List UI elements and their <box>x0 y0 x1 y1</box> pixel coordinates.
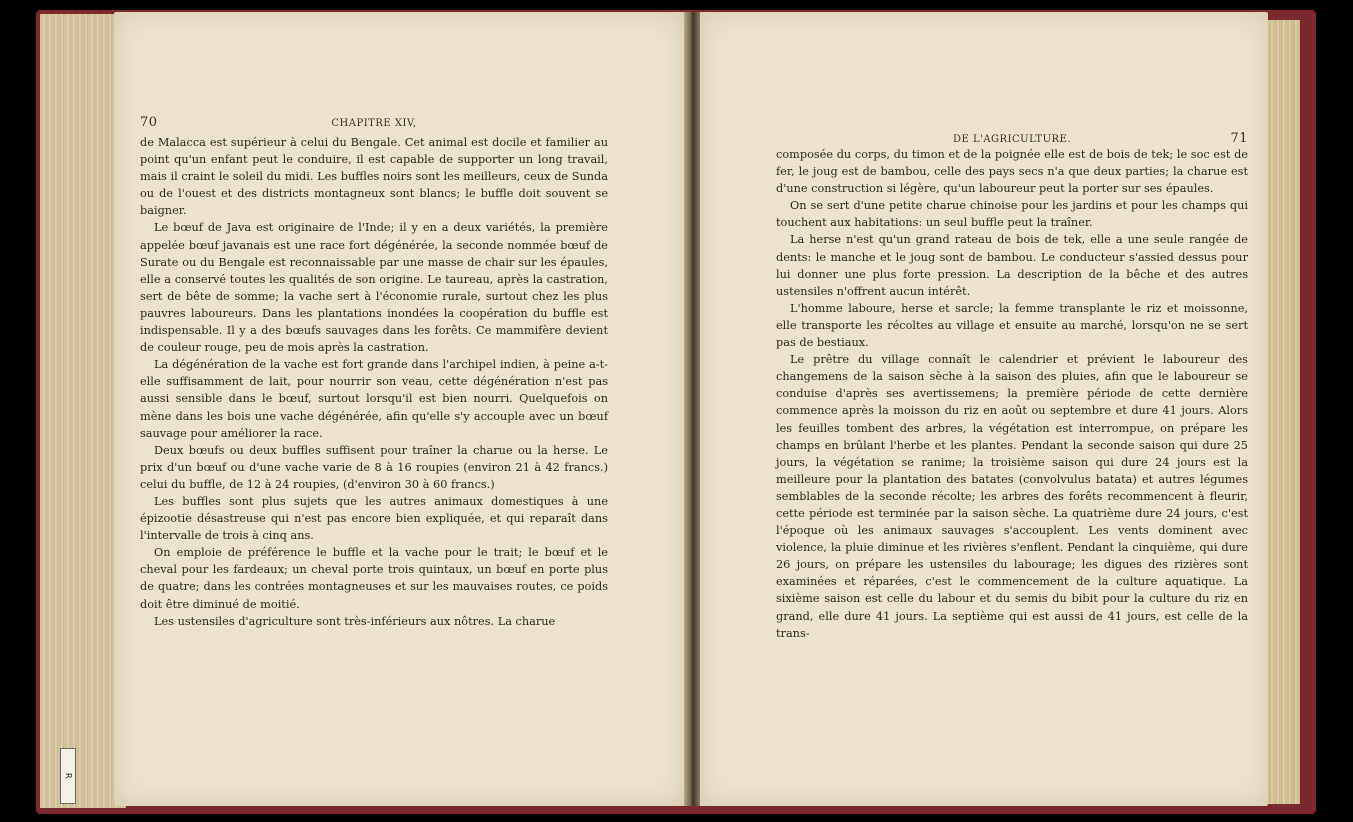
paragraph: Le bœuf de Java est originaire de l'Inde; il y en a deux variétés, la première appelée bœuf javanais est une race fort dégénérée, la seconde nommée bœuf de Surate ou du Bengale est reconnaissable par une masse de chair sur les épaules, elle a conservé toutes les qualités de son origine. Le taureau, après la castration, sert de bête de somme; la vache sert à l'économie rurale, surtout chez les plus pauvres laboureurs. Dans les plantations inondées la coopération du buffle est indispensable. Il y a des bœufs sauvages dans les forêts. Ce mammifère devient de couleur rouge, peu de mois après la castration. <box>140 221 608 355</box>
left-running-head: CHAPITRE XIV, <box>331 118 417 129</box>
right-page-text <box>776 146 1248 642</box>
paragraph: L'homme laboure, herse et sarcle; la femme transplante le riz et moissonne, elle transporte les récoltes au village et ensuite au marché, lorsqu'on ne se sert pas de bestiaux. <box>776 301 1248 350</box>
right-running-head: DE L'AGRICULTURE. <box>952 134 1072 145</box>
paragraph: composée du corps, du timon et de la poignée elle est de bois de tek; le soc est de fer, le joug est de bambou, celle des pays secs n'a que deux parties; la charue est d'une construction si légère, qu'un laboureur peut la porter sur ses épaules. <box>776 148 1248 196</box>
left-page-header <box>140 115 608 134</box>
paragraph: Les ustensiles d'agriculture sont très-inférieurs aux nôtres. La charue <box>154 614 556 628</box>
paragraph: Le prêtre du village connaît le calendrier et prévient le laboureur des changemens de la saison sèche à la saison des pluies, afin que le laboureur se conduise d'après ses avertissemens; la première période de cette dernière commence après la moisson du riz en août ou septembre et dure 41 jours. Alors les feuilles tombent des arbres, la végétation est interrompue, on prépare les champs en brûlant l'herbe et les plantes. Pendant la seconde saison qui dure 25 jours, la végétation se ranime; la troisième saison qui dure 24 jours est la meilleure pour la plantation des batates (convolvulus batata) et autres légumes semblables de la seconde récolte; les arbres des forêts recommencent à fleurir, cette période est terminée par la saison sèche. La quatrième dure 24 jours, c'est l'époque où les animaux sauvages s'accouplent. Les vents dominent avec violence, la pluie diminue et les rivières s'enflent. Pendant la cinquième, qui dure 26 jours, on prépare les ustensiles du labourage; les digues des rizières sont examinées et réparées, c'est le commencement de la culture aquatique. La sixième saison est celle du labour et du semis du bibit pour la culture du riz en grand, elle dure 41 jours. La septième qui est aussi de 41 jours, est celle de la trans- <box>776 353 1248 640</box>
left-page-text <box>140 134 608 630</box>
paragraph: Les buffles sont plus sujets que les autres animaux domestiques à une épizootie désastreuse qui n'est pas encore bien expliquée, et qui reparaît dans l'intervalle de trois à cinq ans. <box>140 494 608 543</box>
paragraph: On se sert d'une petite charue chinoise pour les jardins et pour les champs qui touchent aux habitations: un seul buffle peut la traîner. <box>776 199 1248 230</box>
book-gutter <box>684 12 700 806</box>
paragraph: La herse n'est qu'un grand rateau de bois de tek, elle a une seule rangée de dents: le manche et le joug sont de bambou. Le conducteur s'assied dessus pour lui donner une plus forte pression. La description de la bêche et des autres ustensiles n'offrent aucun intérêt. <box>776 233 1248 298</box>
right-page-number: 71 <box>1230 131 1248 146</box>
paragraph: La dégénération de la vache est fort grande dans l'archipel indien, à peine a-t-elle suffisamment de lait, pour nourrir son veau, cette dégénération n'est pas aussi sensible dans le bœuf, surtout lorsqu'il est bien nourri. Quelquefois on mène dans les bois une vache dégénérée, afin qu'elle s'y accouple avec un bœuf sauvage pour améliorer la race. <box>140 358 608 440</box>
left-page-number: 70 <box>140 115 158 130</box>
paragraph: Deux bœufs ou deux buffles suffisent pour traîner la charue ou la herse. Le prix d'un bœuf ou d'une vache varie de 8 à 16 roupies (environ 21 à 42 francs.) celui du buffle, de 12 à 24 roupies, (d'environ 30 à 60 francs.) <box>140 443 608 491</box>
paragraph: On emploie de préférence le buffle et la vache pour le trait; le bœuf et le cheval pour les fardeaux; un cheval porte trois quintaux, un bœuf en porte plus de quatre; dans les contrées montagneuses et sur les mauvaises routes, ce poids doit être diminué de moitié. <box>140 546 608 611</box>
spine-label: R <box>60 748 76 804</box>
paragraph: de Malacca est supérieur à celui du Bengale. Cet animal est docile et familier au point qu'un enfant peut le conduire, il est capable de supporter un long travail, mais il craint le soleil du midi. Les buffles noirs sont les meilleurs, ceux de Sunda ou de l'ouest et des districts montagneux sont blancs; le buffle doit souvent se baigner. <box>140 136 608 218</box>
